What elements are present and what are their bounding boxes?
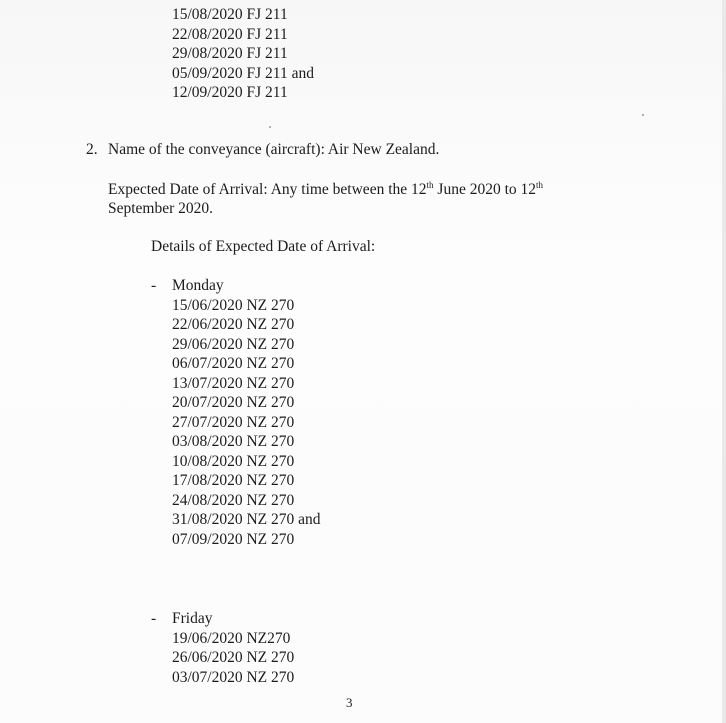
scan-speck bbox=[269, 126, 271, 128]
page-edge-shadow bbox=[722, 0, 726, 723]
list-item: 27/07/2020 NZ 270 bbox=[172, 413, 295, 431]
day-label: Monday bbox=[172, 277, 224, 294]
arrival-paragraph-line1 bbox=[108, 180, 543, 200]
scan-speck bbox=[642, 114, 644, 116]
list-item: 29/08/2020 FJ 211 bbox=[172, 45, 288, 62]
list-item: 26/06/2020 NZ 270 bbox=[172, 649, 295, 666]
list-item: 03/08/2020 NZ 270 bbox=[172, 433, 295, 450]
list-item: 22/08/2020 FJ 211 bbox=[172, 25, 288, 43]
arrival-text-part2: June 2020 to 12 bbox=[433, 181, 536, 198]
friday-schedule bbox=[172, 609, 294, 687]
list-item: 31/08/2020 NZ 270 and bbox=[172, 511, 321, 528]
list-item: 03/07/2020 NZ 270 bbox=[172, 668, 295, 686]
fj211-date-list bbox=[172, 5, 314, 103]
ordinal-suffix: th bbox=[426, 180, 434, 190]
list-item: 13/07/2020 NZ 270 bbox=[172, 374, 295, 392]
list-item: 07/09/2020 NZ 270 bbox=[172, 530, 295, 548]
list-item: 10/08/2020 NZ 270 bbox=[172, 452, 295, 470]
details-label: Details of Expected Date of Arrival: bbox=[151, 238, 376, 255]
monday-schedule bbox=[172, 276, 321, 549]
arrival-paragraph-line2: September 2020. bbox=[108, 200, 214, 217]
list-item: 22/06/2020 NZ 270 bbox=[172, 316, 295, 333]
list-item: 19/06/2020 NZ270 bbox=[172, 629, 291, 647]
list-item: 06/07/2020 NZ 270 bbox=[172, 355, 295, 372]
list-bullet-dash: - bbox=[151, 277, 157, 294]
ordinal-suffix: th bbox=[536, 180, 544, 190]
page-number: 3 bbox=[346, 695, 353, 710]
list-item: 17/08/2020 NZ 270 bbox=[172, 472, 295, 489]
section-number: 2. bbox=[86, 141, 98, 158]
list-item: 05/09/2020 FJ 211 and bbox=[172, 64, 314, 82]
list-item: 12/09/2020 FJ 211 bbox=[172, 84, 288, 101]
list-bullet-dash: - bbox=[151, 610, 157, 627]
arrival-text-part1: Expected Date of Arrival: Any time between the 12 bbox=[108, 181, 427, 198]
list-item: 24/08/2020 NZ 270 bbox=[172, 491, 295, 509]
list-item: 29/06/2020 NZ 270 bbox=[172, 335, 295, 353]
list-item: 20/07/2020 NZ 270 bbox=[172, 394, 295, 411]
list-item: 15/06/2020 NZ 270 bbox=[172, 296, 295, 314]
section-heading: Name of the conveyance (aircraft): Air New Zealand. bbox=[108, 141, 440, 158]
list-item: 15/08/2020 FJ 211 bbox=[172, 6, 288, 23]
day-label: Friday bbox=[172, 610, 213, 627]
